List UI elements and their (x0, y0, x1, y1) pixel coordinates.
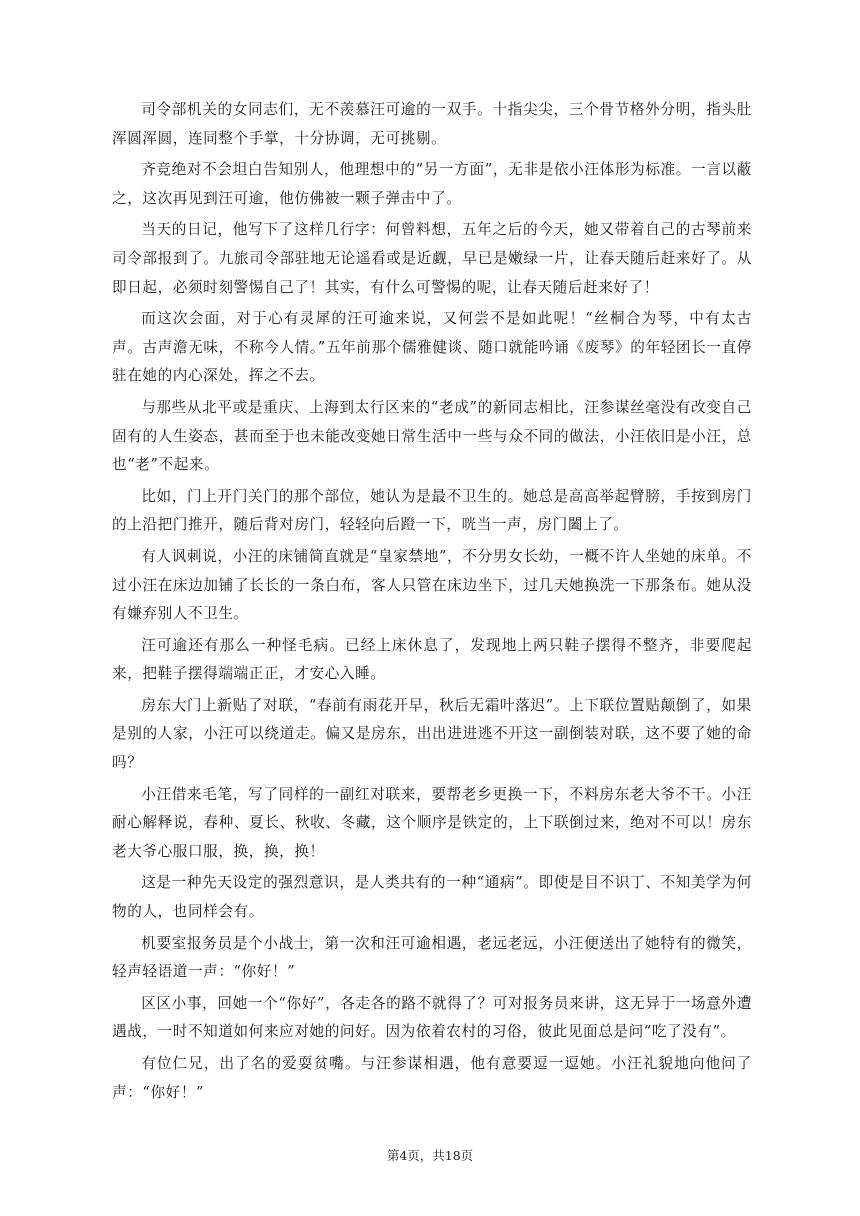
document-body (112, 96, 752, 1110)
paragraph: 有位仁兄，出了名的爱耍贫嘴。与汪参谋相遇，他有意要逗一逗她。小汪礼貌地向他问了声：“你好！” (112, 1055, 752, 1101)
paragraph: 与那些从北平或是重庆、上海到太行区来的“老成”的新同志相比，汪参谋丝毫没有改变自己固有的人生姿态，甚而至于也未能改变她日常生活中一些与众不同的做法，小汪依旧是小汪，总也“老”不起来。 (112, 398, 752, 474)
paragraph: 有人讽刺说，小汪的床铺简直就是“皇家禁地”，不分男女长幼，一概不许人坐她的床单。不过小汪在床边加铺了长长的一条白布，客人只管在床边坐下，过几天她换洗一下那条布。她从没有嫌弃别人不卫生。 (112, 547, 752, 623)
paragraph: 当天的日记，他写下了这样几行字：何曾料想，五年之后的今天，她又带着自己的古琴前来司令部报到了。九旅司令部驻地无论遥看或是近觑，早已是嫩绿一片，让春天随后赶来好了。从即日起，必须时刻警惕自己了！其实，有什么可警惕的呢，让春天随后赶来好了！ (112, 221, 752, 296)
paragraph: 齐竞绝对不会坦白告知别人，他理想中的“另一方面”，无非是依小汪体形为标准。一言以蔽之，这次再见到汪可逾，他仿佛被一颗子弹击中了。 (112, 161, 752, 207)
paragraph: 比如，门上开门关门的那个部位，她认为是最不卫生的。她总是高高举起臂膀，手按到房门的上沿把门推开，随后背对房门，轻轻向后蹬一下，咣当一声，房门闔上了。 (112, 487, 752, 534)
paragraph: 这是一种先天设定的强烈意识，是人类共有的一种“通病”。即使是目不识丁、不知美学为何物的人，也同样会有。 (112, 874, 752, 921)
paragraph: 机要室报务员是个小战士，第一次和汪可逾相遇，老远老远，小汪便送出了她特有的微笑，轻声轻语道一声：“你好！” (112, 934, 752, 981)
paragraph: 司令部机关的女同志们，无不羡慕汪可逾的一双手。十指尖尖，三个骨节格外分明，指头肚浑圆浑圆，连同整个手掌，十分协调，无可挑剔。 (112, 101, 752, 147)
paragraph: 小汪借来毛笔，写了同样的一副红对联来，要帮老乡更换一下，不料房东老大爷不干。小汪耐心解释说，春种、夏长、秋收、冬藏，这个顺序是铁定的，上下联倒过来，绝对不可以！房东老大爷心服口服，换，换，换！ (112, 785, 752, 860)
paragraph: 房东大门上新贴了对联，“春前有雨花开早，秋后无霜叶落迟”。上下联位置贴颠倒了，如果是别的人家，小汪可以绕道走。偏又是房东，出出进进逃不开这一副倒装对联，这不要了她的命吗？ (112, 696, 752, 772)
paragraph: 而这次会面，对于心有灵犀的汪可逾来说，又何尝不是如此呢！“丝桐合为琴，中有太古声。古声澹无味，不称今人情。”五年前那个儒雅健谈、随口就能吟诵《废琴》的年轻团长一直停驻在她的内心深处，挥之不去。 (112, 310, 752, 385)
page-number: 第4页，共18页 (386, 1148, 474, 1163)
paragraph: 汪可逾还有那么一种怪毛病。已经上床休息了，发现地上两只鞋子摆得不整齐，非要爬起来，把鞋子摆得端端正正，才安心入睡。 (112, 636, 752, 683)
paragraph: 区区小事，回她一个“你好”，各走各的路不就得了？可对报务员来讲，这无异于一场意外遭遇战，一时不知道如何来应对她的问好。因为依着农村的习俗，彼此见面总是问“吃了没有”。 (112, 994, 752, 1041)
